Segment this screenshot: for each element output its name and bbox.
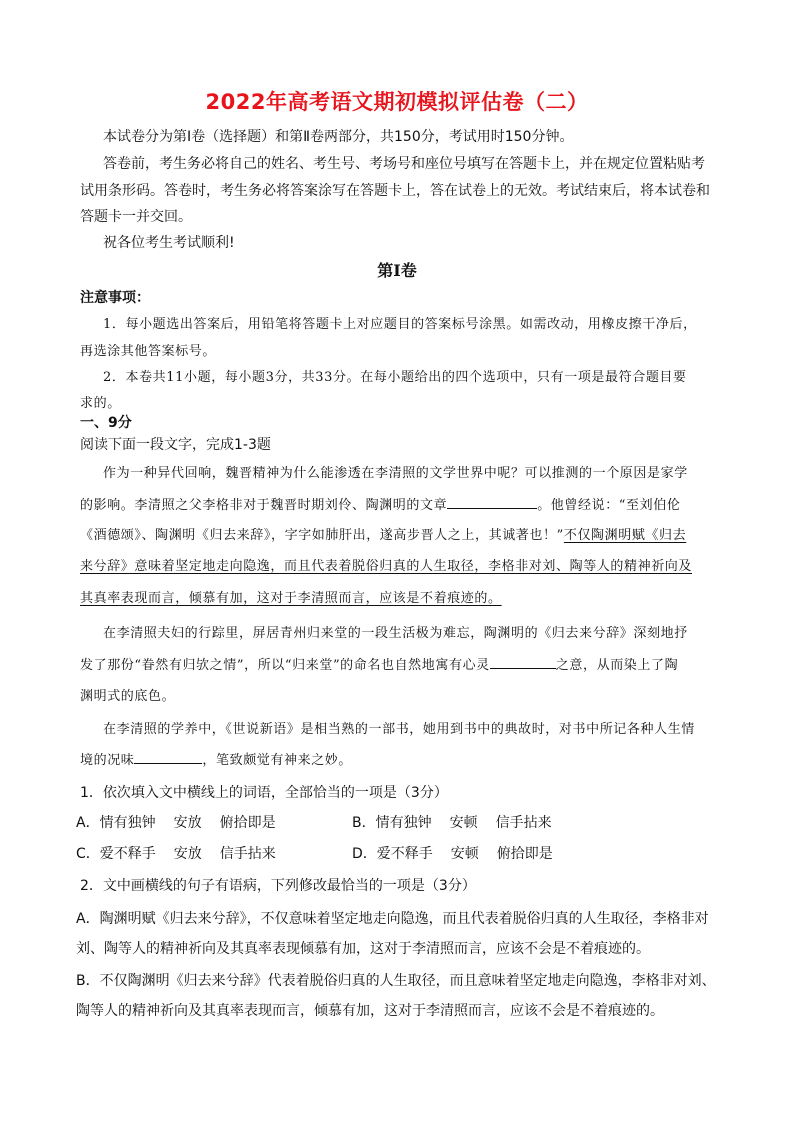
option-word: A．情有独钟 bbox=[76, 815, 156, 831]
fill-blank bbox=[447, 494, 537, 509]
passage-text: 之意，从而染上了陶 bbox=[555, 658, 679, 673]
passage-line: 作为一种异代回响，魏晋精神为什么能渗透在李清照的文学世界中呢？可以推测的一个原因是家学 bbox=[103, 466, 688, 481]
passage-line bbox=[80, 654, 720, 673]
option-word: 安顿 bbox=[449, 815, 478, 831]
option-word: 安放 bbox=[173, 846, 202, 862]
option-word: D．爱不释手 bbox=[352, 846, 433, 862]
q1-option-c[interactable] bbox=[76, 843, 276, 863]
question-1-stem: 1．依次填入文中横线上的词语，全部恰当的一项是（3分） bbox=[80, 785, 448, 801]
fill-blank bbox=[134, 749, 202, 764]
intro-paragraph-2-line-1: 答卷前，考生务必将自己的姓名、考生号、考场号和座位号填写在答题卡上，并在规定位置粘贴考 bbox=[103, 156, 705, 172]
passage-text: 的影响。李清照之父李格非对于魏晋时期刘伶、陶渊明的文章 bbox=[80, 498, 448, 513]
underlined-sentence: 不仅陶渊明赋《归去 bbox=[563, 528, 687, 543]
option-word: 安放 bbox=[173, 815, 202, 831]
fill-blank bbox=[490, 654, 556, 669]
passage-text: ，笔致颇觉有神来之妙。 bbox=[202, 753, 353, 768]
passage-text: 境的况味 bbox=[80, 753, 135, 768]
passage-line: 在李清照夫妇的行踪里，屏居青州归来堂的一段生活极为难忘，陶渊明的《归去来兮辞》深刻地抒 bbox=[103, 626, 688, 641]
q2-option-b-continued: 陶等人的精神祈向及其真率表现而言，倾慕有加，这对于李清照而言，应该不会是不着痕迹的。 bbox=[76, 1003, 664, 1019]
option-word: C．爱不释手 bbox=[76, 846, 156, 862]
passage-line: 渊明式的底色。 bbox=[80, 689, 176, 704]
reading-instruction: 阅读下面一段文字，完成1-3题 bbox=[80, 437, 271, 453]
passage-line bbox=[80, 749, 720, 768]
intro-paragraph-1: 本试卷分为第Ⅰ卷（选择题）和第Ⅱ卷两部分，共150分，考试用时150分钟。 bbox=[103, 129, 574, 145]
passage-text: 《酒德颂》、陶渊明《归去来辞》，字字如肺肝出，遂高步晋人之上，其诚著也！” bbox=[80, 528, 564, 543]
notice-item-2-line-2: 求的。 bbox=[80, 396, 121, 411]
option-word: B．情有独钟 bbox=[352, 815, 432, 831]
passage-line bbox=[80, 494, 720, 513]
q2-option-a[interactable]: A．陶渊明赋《归去来兮辞》，不仅意味着坚定地走向隐逸，而且代表着脱俗归真的人生取径，李格非对 bbox=[76, 911, 709, 927]
notice-item-1-line-2: 再选涂其他答案标号。 bbox=[80, 344, 217, 359]
notice-heading: 注意事项： bbox=[80, 290, 150, 306]
underlined-sentence: 来兮辞》意味着坚定地走向隐逸，而且代表着脱俗归真的人生取径，李格非对刘、陶等人的精神祈向及 bbox=[80, 559, 693, 574]
option-word: 安顿 bbox=[450, 846, 479, 862]
option-word: 信手拈来 bbox=[219, 846, 276, 862]
section-title: 第Ⅰ卷 bbox=[377, 261, 417, 280]
q1-option-a[interactable] bbox=[76, 812, 276, 832]
question-2-stem: 2．文中画横线的句子有语病，下列修改最恰当的一项是（3分） bbox=[80, 878, 476, 894]
option-word: 俯拾即是 bbox=[496, 846, 553, 862]
page-title: 2022年高考语文期初模拟评估卷（二） bbox=[205, 90, 589, 114]
notice-item-2-line-1: 2．本卷共11小题，每小题3分，共33分。在每小题给出的四个选项中，只有一项是最符合题目要 bbox=[103, 370, 687, 385]
part-heading: 一、9分 bbox=[80, 415, 132, 431]
passage-text: 。他曾经说：“至刘伯伦 bbox=[537, 498, 681, 513]
passage-text: 发了那份“眷然有归欤之情”，所以“归来堂”的命名也自然地寓有心灵 bbox=[80, 658, 490, 673]
underlined-sentence: 其真率表现而言，倾慕有加，这对于李清照而言，应该是不着痕迹的。 bbox=[80, 591, 502, 606]
q2-option-b[interactable]: B．不仅陶渊明《归去来兮辞》代表着脱俗归真的人生取径，而且意味着坚定地走向隐逸，李格非对刘、 bbox=[76, 973, 716, 989]
intro-paragraph-2-line-3: 答题卡一并交回。 bbox=[80, 209, 192, 225]
option-word: 信手拈来 bbox=[495, 815, 552, 831]
intro-paragraph-2-line-2: 试用条形码。答卷时，考生务必将答案涂写在答题卡上，答在试卷上的无效。考试结束后，将本试卷和 bbox=[80, 183, 710, 199]
q1-option-d[interactable] bbox=[352, 843, 553, 863]
passage-line bbox=[80, 524, 720, 543]
q1-option-b[interactable] bbox=[352, 812, 552, 832]
option-word: 俯拾即是 bbox=[219, 815, 276, 831]
intro-paragraph-3: 祝各位考生考试顺利! bbox=[103, 235, 235, 251]
q2-option-a-continued: 刘、陶等人的精神祈向及其真率表现倾慕有加，这对于李清照而言，应该不会是不着痕迹的。 bbox=[76, 941, 650, 957]
passage-line: 在李清照的学养中，《世说新语》是相当熟的一部书，她用到书中的典故时，对书中所记各种人生情 bbox=[103, 722, 695, 737]
notice-item-1-line-1: 1．每小题选出答案后，用铅笔将答题卡上对应题目的答案标号涂黑。如需改动，用橡皮擦干净后， bbox=[103, 317, 697, 332]
